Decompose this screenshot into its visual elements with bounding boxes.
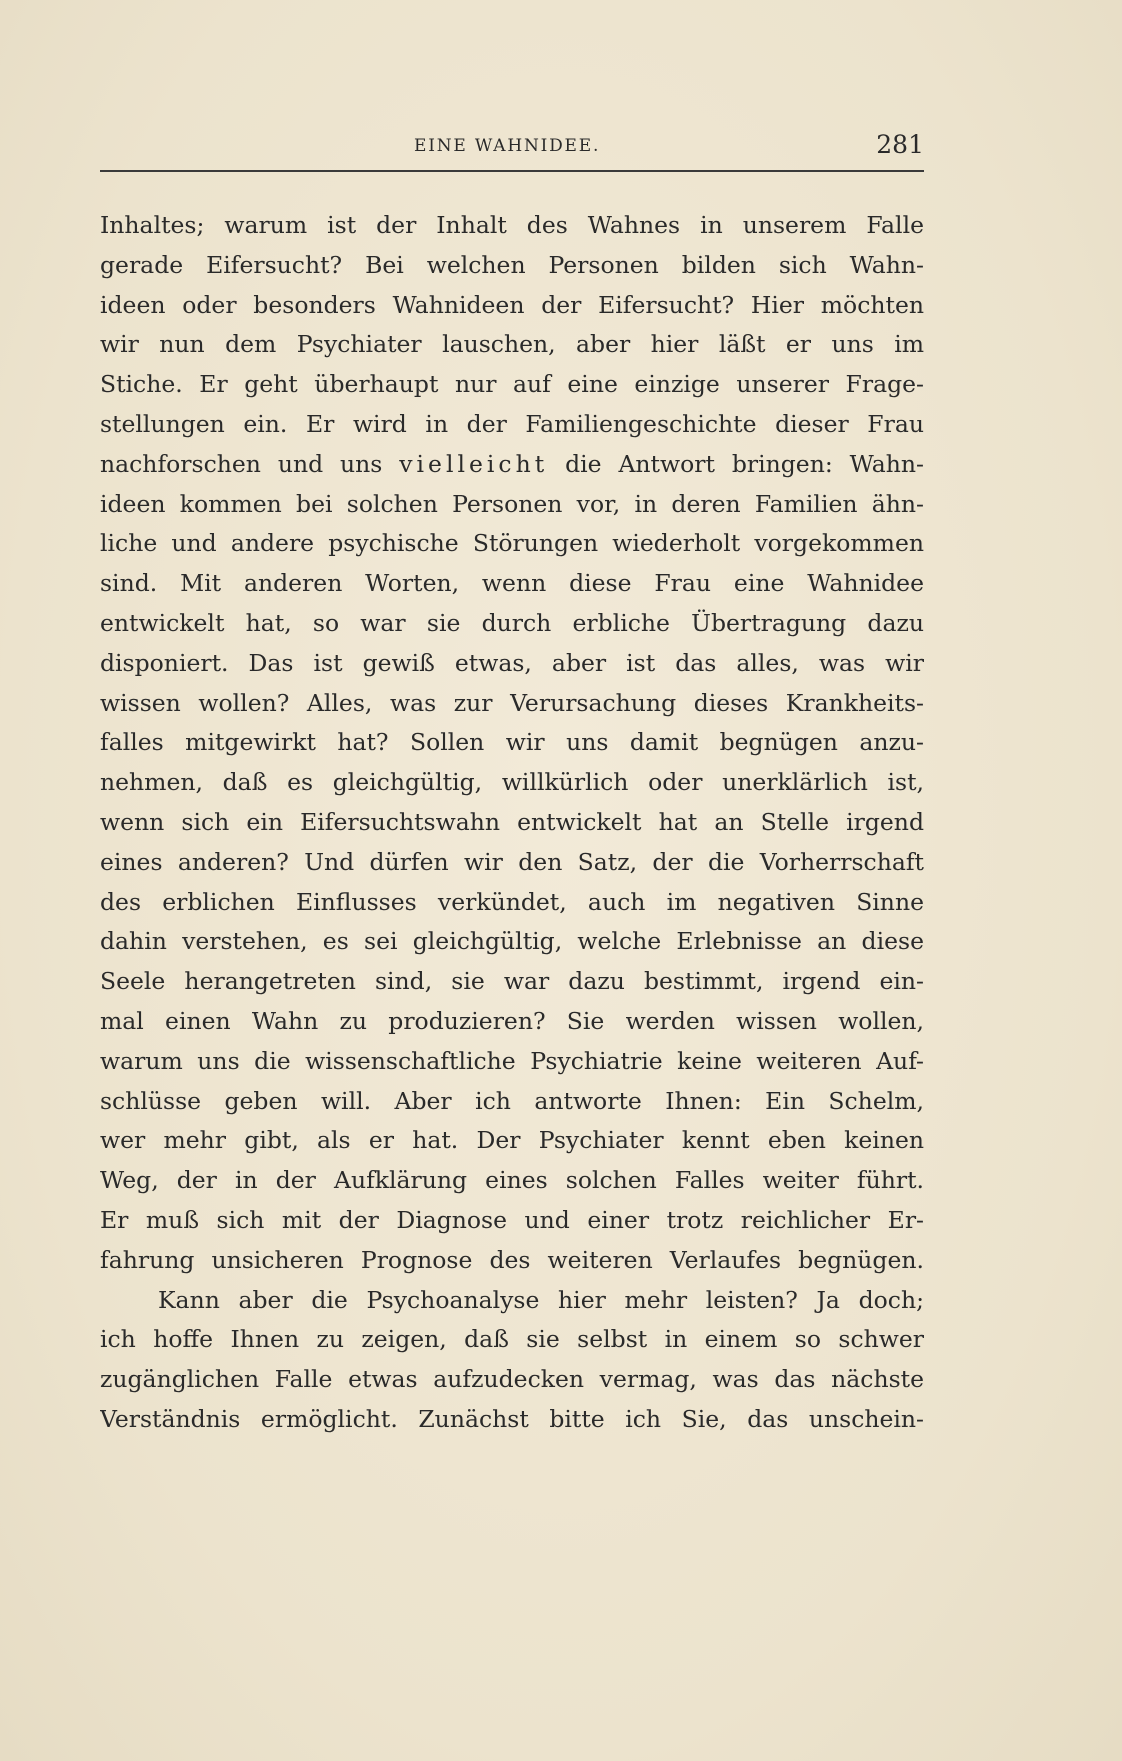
running-title: EINE WAHNIDEE. bbox=[414, 136, 601, 156]
text-line: mal einen Wahn zu produzieren? Sie werden wissen wollen, bbox=[100, 1006, 924, 1035]
emphasized-word: vielleicht bbox=[399, 449, 549, 478]
text-line: schlüsse geben will. Aber ich antworte Ihnen: Ein Schelm, bbox=[100, 1086, 924, 1115]
text-line: sind. Mit anderen Worten, wenn diese Frau eine Wahnidee bbox=[100, 569, 924, 598]
text-line: nehmen, daß es gleichgültig, willkürlich oder unerklärlich ist, bbox=[100, 768, 924, 797]
text-line-paragraph-start: Kann aber die Psychoanalyse hier mehr leisten? Ja doch; bbox=[158, 1285, 924, 1314]
text-line: Verständnis ermöglicht. Zunächst bitte ich Sie, das unschein- bbox=[100, 1404, 924, 1433]
body-text bbox=[100, 206, 924, 1440]
text-line: Er muß sich mit der Diagnose und einer trotz reichlicher Er- bbox=[100, 1205, 924, 1234]
header-rule bbox=[100, 170, 924, 172]
text-line: stellungen ein. Er wird in der Familiengeschichte dieser Frau bbox=[100, 409, 924, 438]
text-line: gerade Eifersucht? Bei welchen Personen bilden sich Wahn- bbox=[100, 250, 924, 279]
text-line: Stiche. Er geht überhaupt nur auf eine einzige unserer Frage- bbox=[100, 370, 924, 399]
text-line: wer mehr gibt, als er hat. Der Psychiater kennt eben keinen bbox=[100, 1126, 924, 1155]
text-line: fahrung unsicheren Prognose des weiteren Verlaufes begnügen. bbox=[100, 1245, 924, 1274]
text-segment: die Antwort bringen: Wahn- bbox=[565, 449, 924, 478]
text-line: dahin verstehen, es sei gleichgültig, welche Erlebnisse an diese bbox=[100, 927, 924, 956]
text-line: Inhaltes; warum ist der Inhalt des Wahnes in unserem Falle bbox=[100, 211, 924, 239]
text-line: ich hoffe Ihnen zu zeigen, daß sie selbst in einem so schwer bbox=[100, 1325, 924, 1354]
text-line: liche und andere psychische Störungen wiederholt vorgekommen bbox=[100, 529, 924, 558]
page-number: 281 bbox=[876, 130, 924, 159]
text-line: zugänglichen Falle etwas aufzudecken vermag, was das nächste bbox=[100, 1365, 924, 1394]
text-line: falles mitgewirkt hat? Sollen wir uns damit begnügen anzu- bbox=[100, 728, 924, 757]
text-line bbox=[100, 445, 924, 485]
text-line: ideen oder besonders Wahnideen der Eifersucht? Hier möchten bbox=[100, 290, 924, 319]
text-line: entwickelt hat, so war sie durch erbliche Übertragung dazu bbox=[100, 608, 924, 637]
text-line: wenn sich ein Eifersuchtswahn entwickelt hat an Stelle irgend bbox=[100, 807, 924, 836]
page-header bbox=[100, 132, 924, 166]
text-line: Weg, der in der Aufklärung eines solchen Falles weiter führt. bbox=[100, 1166, 924, 1195]
text-line: ideen kommen bei solchen Personen vor, in deren Familien ähn- bbox=[100, 489, 924, 518]
text-line: eines anderen? Und dürfen wir den Satz, der die Vorherrschaft bbox=[100, 847, 924, 876]
text-segment: nachforschen und uns bbox=[100, 449, 383, 478]
text-line: wir nun dem Psychiater lauschen, aber hier läßt er uns im bbox=[100, 330, 924, 359]
text-line: wissen wollen? Alles, was zur Verursachung dieses Krankheits- bbox=[100, 688, 924, 717]
text-line: Seele herangetreten sind, sie war dazu bestimmt, irgend ein- bbox=[100, 967, 924, 996]
text-line: des erblichen Einflusses verkündet, auch im negativen Sinne bbox=[100, 887, 924, 916]
text-line: warum uns die wissenschaftliche Psychiatrie keine weiteren Auf- bbox=[100, 1046, 924, 1075]
text-line: disponiert. Das ist gewiß etwas, aber ist das alles, was wir bbox=[100, 648, 924, 677]
